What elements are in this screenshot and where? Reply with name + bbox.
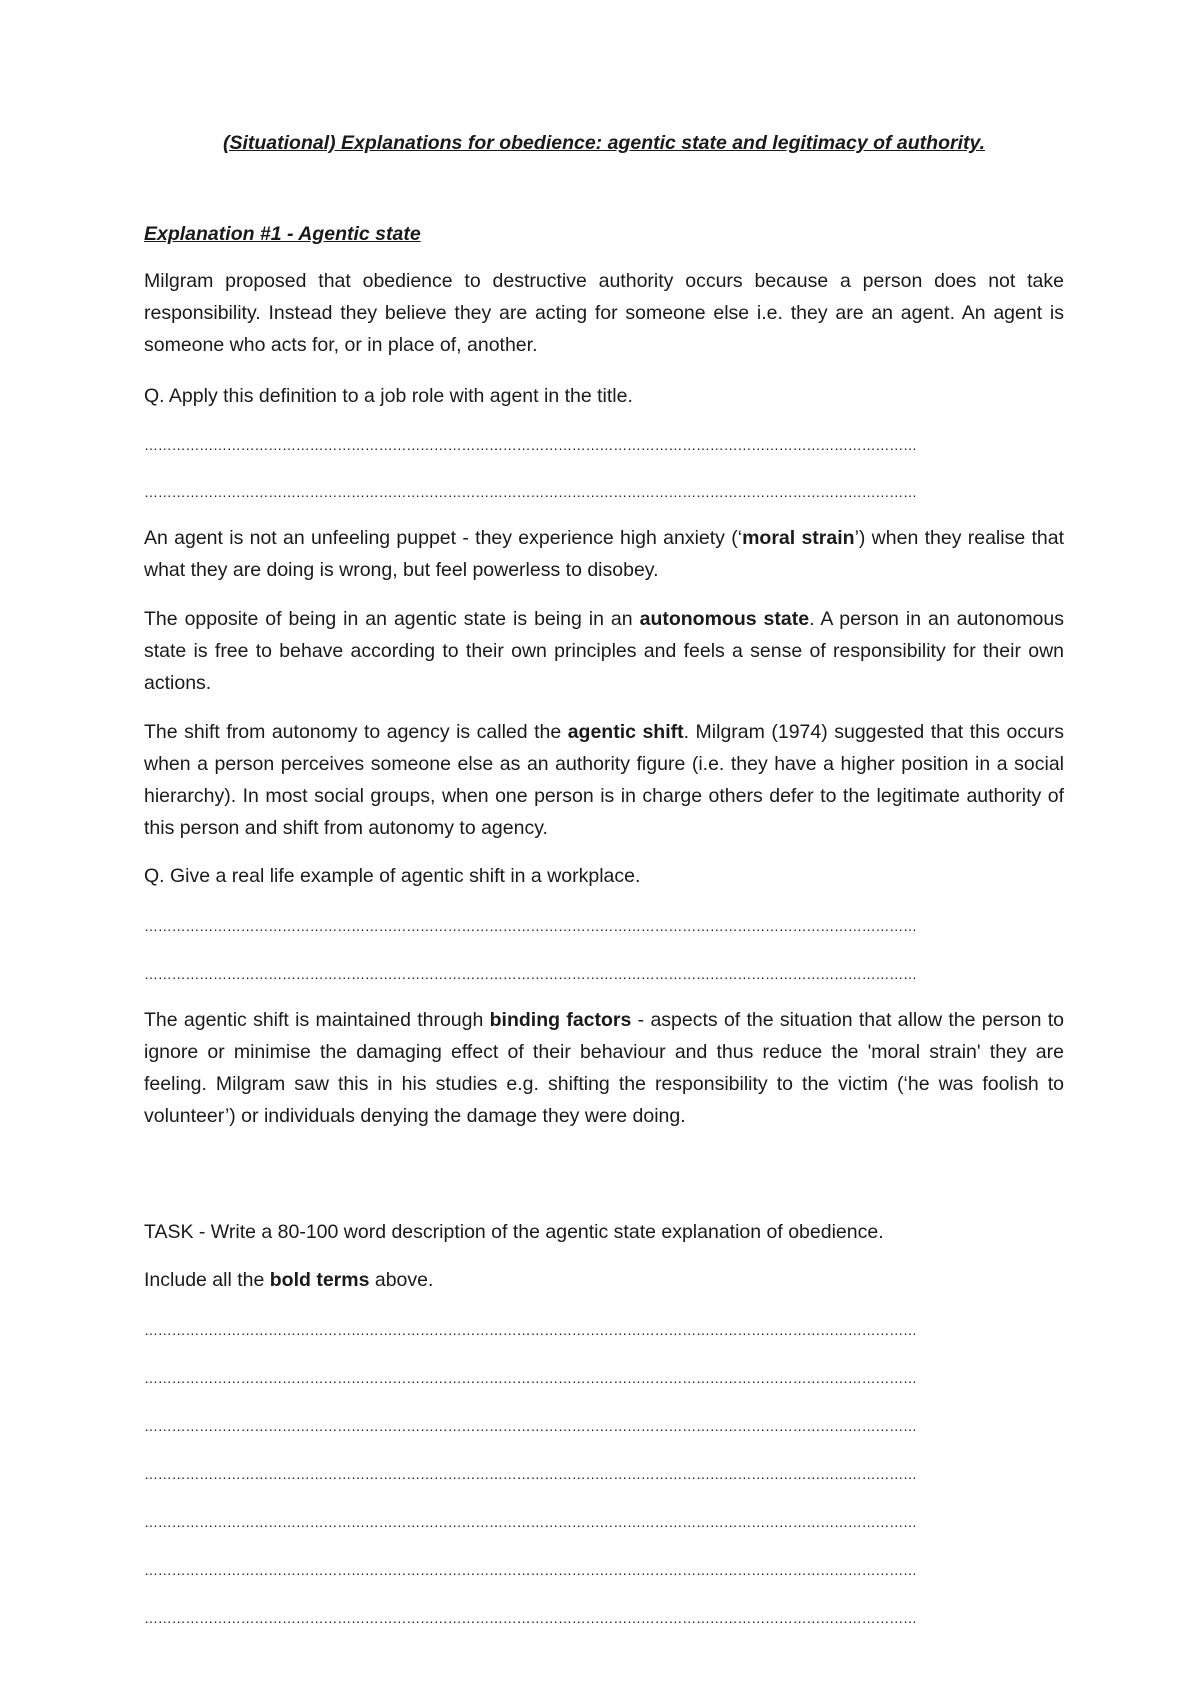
section-heading: Explanation #1 - Agentic state <box>144 223 421 245</box>
paragraph-moral-strain <box>144 522 1064 586</box>
p4-text-b: . Milgram (1974) suggested that this occurs when a person perceives someone else as an authority figure (i.e. they have a higher position in a social hierarchy). In most social groups, when one person is in charge others defer to the legitimate authority of this person and shift from autonomy to agency. <box>144 721 1064 839</box>
paragraph-binding-factors <box>144 1004 1064 1132</box>
p5-text-a: The agentic shift is maintained through <box>144 1009 490 1031</box>
p5-text-b: - aspects of the situation that allow the person to ignore or minimise the damaging effect of their behaviour and thus reduce the 'moral strain' they are feeling. Milgram saw this in his studies e.g. shifting the responsibility to the victim (‘he was foolish to volunteer’) or individuals denying the damage they were doing. <box>144 1009 1064 1127</box>
p4-text-a: The shift from autonomy to agency is called the <box>144 721 568 743</box>
answer-line-q1-2[interactable]: …………………………………………………………………………………………………………………………………………………… <box>144 484 917 500</box>
p3-text-a: The opposite of being in an agentic state is being in an <box>144 608 640 630</box>
answer-line-q1-1[interactable]: …………………………………………………………………………………………………………………………………………………… <box>144 437 917 453</box>
task-instruction: TASK - Write a 80-100 word description of the agentic state explanation of obedience. <box>144 1221 884 1243</box>
answer-line-task-7[interactable]: …………………………………………………………………………………………………………………………………………………… <box>144 1610 917 1626</box>
bold-term-agentic-shift: agentic shift <box>567 721 684 743</box>
p2-text-a: An agent is not an unfeeling puppet - they experience high anxiety (‘ <box>144 527 743 549</box>
bold-term-binding-factors: binding factors <box>489 1009 632 1031</box>
include-text-a: Include all the <box>144 1269 270 1291</box>
answer-line-task-1[interactable]: …………………………………………………………………………………………………………………………………………………… <box>144 1322 917 1338</box>
answer-line-task-3[interactable]: …………………………………………………………………………………………………………………………………………………… <box>144 1418 917 1434</box>
answer-line-q2-1[interactable]: …………………………………………………………………………………………………………………………………………………… <box>144 918 917 934</box>
answer-line-task-6[interactable]: …………………………………………………………………………………………………………………………………………………… <box>144 1562 917 1578</box>
paragraph-agentic-definition: Milgram proposed that obedience to destructive authority occurs because a person does not take responsibility. Instead they believe they are acting for someone else i.e. they are an agent. An agent is someone who acts for, or in place of, another. <box>144 270 1064 356</box>
include-text-b: above. <box>369 1269 434 1291</box>
answer-line-task-5[interactable]: …………………………………………………………………………………………………………………………………………………… <box>144 1514 917 1530</box>
question-2: Q. Give a real life example of agentic shift in a workplace. <box>144 865 641 887</box>
bold-term-moral-strain: moral strain <box>742 527 855 549</box>
bold-term-bold-terms: bold terms <box>269 1269 370 1291</box>
p2-text-b: ’) when they realise that what they are doing is wrong, but feel powerless to disobey. <box>144 527 1064 581</box>
paragraph-autonomous-state <box>144 603 1064 699</box>
question-1: Q. Apply this definition to a job role with agent in the title. <box>144 385 633 407</box>
p3-text-b: . A person in an autonomous state is free to behave according to their own principles and feels a sense of responsibility for their own actions. <box>144 608 1064 694</box>
page-title: (Situational) Explanations for obedience: agentic state and legitimacy of authority. <box>222 132 986 154</box>
bold-term-autonomous-state: autonomous state <box>639 608 810 630</box>
paragraph-agentic-shift <box>144 716 1064 844</box>
answer-line-q2-2[interactable]: …………………………………………………………………………………………………………………………………………………… <box>144 966 917 982</box>
task-include-note <box>144 1266 1064 1294</box>
answer-line-task-4[interactable]: …………………………………………………………………………………………………………………………………………………… <box>144 1466 917 1482</box>
answer-line-task-2[interactable]: …………………………………………………………………………………………………………………………………………………… <box>144 1370 917 1386</box>
